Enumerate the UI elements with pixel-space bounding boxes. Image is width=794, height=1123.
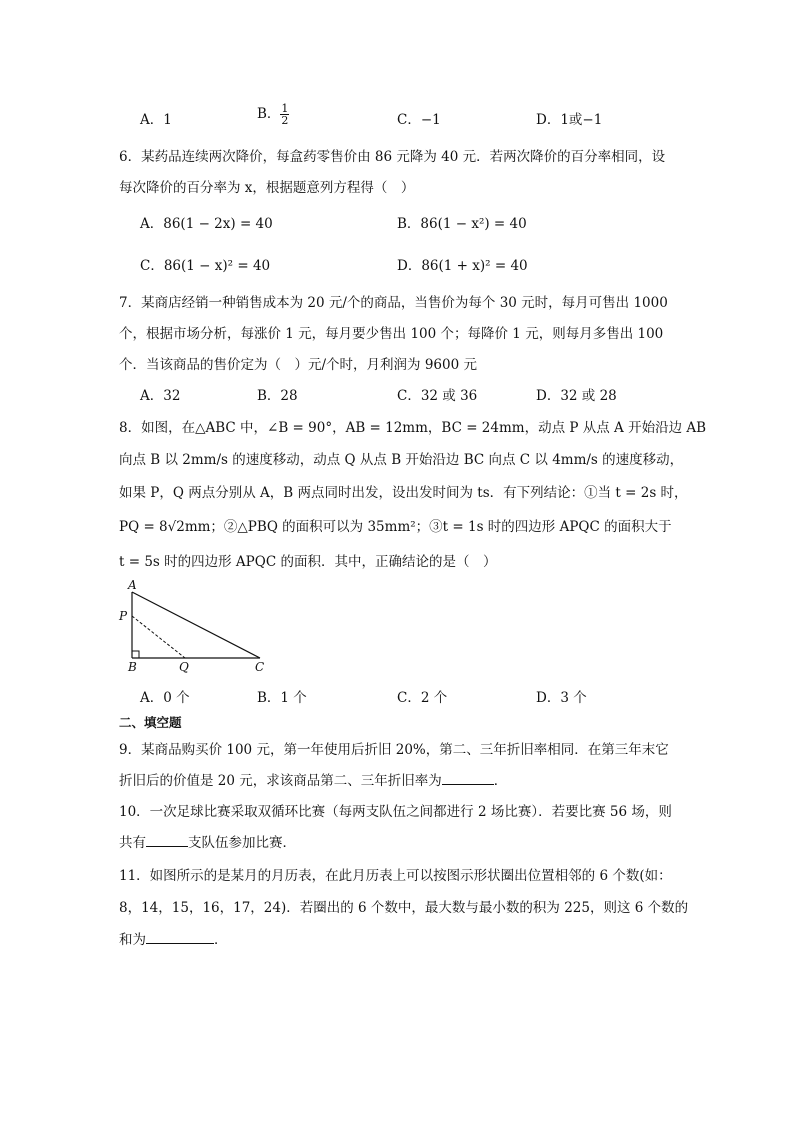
label-q: Q: [179, 660, 189, 674]
q6-option-b: B．86(1 − x²) = 40: [397, 216, 527, 232]
q7-option-b: B．28: [257, 388, 298, 404]
label-p: P: [119, 609, 128, 623]
q8-triangle-figure: [115, 578, 285, 674]
q7-option-c: C．32 或 36: [397, 388, 478, 404]
q8-option-a: A．0 个: [140, 690, 190, 706]
q8-option-c: C．2 个: [397, 690, 448, 706]
q6-options-row-1: [140, 212, 700, 234]
q6-option-a: A．86(1 − 2x) = 40: [140, 216, 273, 232]
q8-options: [140, 686, 700, 708]
q11-stem-line-3: [119, 928, 228, 948]
q5-option-c: C．−1: [397, 112, 441, 128]
q11-stem-line-1: 11．如图所示的是某月的月历表，在此月历表上可以按图示形状圈出位置相邻的 6 个数(如：: [119, 868, 672, 884]
label-c: C: [255, 660, 265, 674]
q6-stem-line-2: 每次降价的百分率为 x，根据题意列方程得（ ）: [119, 180, 415, 196]
q10-stem-line-2: [119, 831, 296, 851]
q10-answer-blank[interactable]: [146, 832, 188, 847]
q5-option-b: [257, 102, 289, 126]
q8-stem-line-5: t = 5s 时的四边形 APQC 的面积．其中，正确结论的是（ ）: [119, 554, 497, 570]
q10-stem-start: 共有: [119, 835, 146, 851]
q9-answer-blank[interactable]: [442, 770, 494, 785]
q9-stem-end: ．: [493, 773, 508, 789]
q11-stem-start: 和为: [119, 932, 146, 948]
q6-option-c: C．86(1 − x)² = 40: [140, 258, 271, 274]
q9-stem-text: 折旧后的价值是 20 元，求该商品第二、三年折旧率为: [119, 773, 442, 789]
label-b: B: [128, 660, 137, 674]
q5-option-b-fraction: [280, 103, 289, 126]
q8-option-b: B．1 个: [257, 690, 307, 706]
q8-stem-line-3: 如果 P，Q 两点分别从 A，B 两点同时出发，设出发时间为 ts．有下列结论：①当 t = 2s 时，: [119, 485, 688, 501]
q5-option-a: A．1: [140, 112, 172, 128]
q9-stem-line-2: [119, 769, 507, 789]
q10-stem-end: 支队伍参加比赛．: [188, 835, 296, 851]
q11-stem-line-2: 8，14，15，16，17，24)．若圈出的 6 个数中，最大数与最小数的积为 225，则这 6 个数的: [119, 900, 689, 916]
q11-stem-end: ．: [214, 932, 228, 948]
q9-stem-line-1: 9．某商品购买价 100 元，第一年使用后折旧 20%，第二、三年折旧率相同．在第三年末它: [119, 742, 669, 758]
fraction-denominator: 2: [281, 114, 289, 127]
right-angle-mark: [132, 651, 139, 658]
fraction-numerator: 1: [281, 102, 289, 115]
q7-stem-line-3: 个．当该商品的售价定为（ ）元/个时，月利润为 9600 元: [119, 357, 477, 373]
q6-stem-line-1: 6．某药品连续两次降价，每盒药零售价由 86 元降为 40 元．若两次降价的百分率相同，设: [119, 149, 666, 165]
q6-options-row-2: [140, 254, 700, 276]
q7-option-a: A．32: [140, 388, 181, 404]
q7-stem-line-1: 7．某商店经销一种销售成本为 20 元/个的商品，当售价为每个 30 元时，每月可售出 1000: [119, 295, 668, 311]
section-title-fill-in: 二、填空题: [119, 715, 182, 730]
q5-options: [140, 102, 700, 130]
q8-stem-line-4: PQ = 8√2mm；②△PBQ 的面积可以为 35mm²；③t = 1s 时的四边形 APQC 的面积大于: [119, 519, 672, 535]
label-a: A: [128, 578, 137, 592]
q10-stem-line-1: 10．一次足球比赛采取双循环比赛（每两支队伍之间都进行 2 场比赛）．若要比赛 56 场，则: [119, 804, 672, 820]
q6-option-d: D．86(1 + x)² = 40: [397, 258, 528, 274]
q8-stem-line-2: 向点 B 以 2mm/s 的速度移动，动点 Q 从点 B 开始沿边 BC 向点 C 以 4mm/s 的速度移动，: [119, 452, 684, 468]
q7-stem-line-2: 个，根据市场分析，每涨价 1 元，每月要少售出 100 个；每降价 1 元，则每月多售出 100: [119, 326, 664, 342]
q7-options: [140, 384, 700, 406]
q5-option-d: D．1或−1: [536, 112, 603, 128]
q11-answer-blank[interactable]: [146, 929, 214, 944]
side-ac: [132, 592, 260, 658]
q7-option-d: D．32 或 28: [536, 388, 617, 404]
segment-pq: [132, 616, 185, 658]
q8-stem-line-1: 8．如图，在△ABC 中，∠B = 90°，AB = 12mm，BC = 24mm，动点 P 从点 A 开始沿边 AB: [119, 420, 707, 436]
q8-option-d: D．3 个: [536, 690, 587, 706]
q5-option-b-label: B．: [257, 106, 281, 122]
